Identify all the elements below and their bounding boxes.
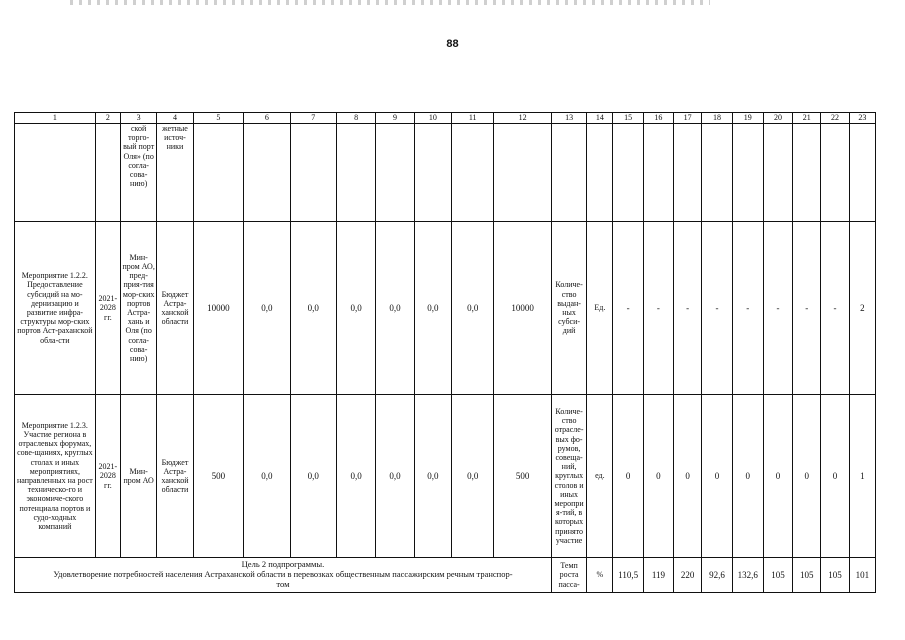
col-header-7: 7 (290, 113, 336, 124)
amount-cell: 0,0 (452, 222, 494, 395)
table-row-goal-2 (15, 558, 876, 593)
table-row-continuation (15, 124, 876, 222)
total-amount-cell: 500 (193, 395, 243, 558)
indicator-value-cell: - (613, 222, 643, 395)
indicator-value-cell: - (702, 222, 732, 395)
indicator-value-cell: 0 (793, 395, 821, 558)
indicator-value-cell: 0 (732, 395, 763, 558)
cell-empty (15, 124, 96, 222)
goal-text: Удовлетворение потребностей населения Астраханской области в перевозках общественным пассажирским речным транспор- (53, 568, 513, 579)
col-header-23: 23 (849, 113, 875, 124)
table-row-measure-1-2-3 (15, 395, 876, 558)
program-table-container (14, 112, 876, 593)
period-cell: 2021-2028 гг. (95, 222, 120, 395)
col-header-21: 21 (793, 113, 821, 124)
col-header-22: 22 (821, 113, 849, 124)
funding-source-cell: жетные источ-ники (157, 124, 193, 222)
indicator-value-cell: 92,6 (702, 558, 732, 593)
col-header-11: 11 (452, 113, 494, 124)
scan-artifact (70, 0, 710, 5)
amount-cell: 0,0 (290, 222, 336, 395)
indicator-value-cell: 0 (821, 395, 849, 558)
page-number: 88 (446, 38, 459, 50)
indicator-value-cell: - (821, 222, 849, 395)
indicator-cell: Количе-ство выдан-ных субси-дий (551, 222, 586, 395)
indicator-value-cell: - (674, 222, 702, 395)
table-row-measure-1-2-2 (15, 222, 876, 395)
col-header-5: 5 (193, 113, 243, 124)
amount-cell: 0,0 (244, 395, 290, 558)
cell-empty (95, 124, 120, 222)
col-header-17: 17 (674, 113, 702, 124)
col-header-19: 19 (732, 113, 763, 124)
executor-cell: ской торго-вый порт Оля» (по согла-сова-нию) (120, 124, 156, 222)
amount-cell: 0,0 (290, 395, 336, 558)
col-header-4: 4 (157, 113, 193, 124)
indicator-value-cell: 105 (763, 558, 792, 593)
indicator-value-cell: 132,6 (732, 558, 763, 593)
goal-cell (15, 558, 552, 593)
amount-cell: 0,0 (376, 222, 414, 395)
col-header-6: 6 (244, 113, 290, 124)
indicator-value-cell: - (793, 222, 821, 395)
amount-cell: 0,0 (244, 222, 290, 395)
col-header-20: 20 (763, 113, 792, 124)
unit-cell: Ед. (587, 222, 613, 395)
col-header-1: 1 (15, 113, 96, 124)
indicator-value-cell: 1 (849, 395, 875, 558)
indicator-value-cell: - (763, 222, 792, 395)
col-header-14: 14 (587, 113, 613, 124)
indicator-value-cell: 105 (793, 558, 821, 593)
col-header-15: 15 (613, 113, 643, 124)
col-header-9: 9 (376, 113, 414, 124)
indicator-value-cell: 0 (702, 395, 732, 558)
amount-cell: 10000 (494, 222, 552, 395)
column-number-row (15, 113, 876, 124)
total-amount-cell: 10000 (193, 222, 243, 395)
col-header-13: 13 (551, 113, 586, 124)
indicator-value-cell: 0 (674, 395, 702, 558)
program-table (14, 112, 876, 593)
amount-cell: 0,0 (452, 395, 494, 558)
amount-cell: 0,0 (336, 395, 375, 558)
indicator-value-cell: 220 (674, 558, 702, 593)
col-header-18: 18 (702, 113, 732, 124)
indicator-value-cell: - (732, 222, 763, 395)
measure-name-cell: Мероприятие 1.2.2. Предоставление субсидий на мо-дернизацию и развитие инфра-структуры мор-ских портов Аст-раханской обла-сти (15, 222, 96, 395)
executor-cell: Мин-пром АО, пред-прия-тия мор-ских портов Астра-хань и Оля (по согла-сова-нию) (120, 222, 156, 395)
col-header-2: 2 (95, 113, 120, 124)
indicator-value-cell: 2 (849, 222, 875, 395)
amount-cell: 500 (494, 395, 552, 558)
indicator-value-cell: 0 (763, 395, 792, 558)
period-cell: 2021-2028 гг. (95, 395, 120, 558)
indicator-cell: Количе-ство отрасле-вых фо-румов, совеща-ний, круглых столов и иных мероприя-тий, в которых принято участие (551, 395, 586, 558)
funding-source-cell: Бюджет Астра-ханской области (157, 395, 193, 558)
indicator-value-cell: 119 (643, 558, 673, 593)
col-header-12: 12 (494, 113, 552, 124)
goal-text-end: том (276, 578, 290, 589)
col-header-3: 3 (120, 113, 156, 124)
unit-cell: % (587, 558, 613, 593)
col-header-16: 16 (643, 113, 673, 124)
indicator-cell: Темп роста пасса- (551, 558, 586, 593)
goal-title: Цель 2 подпрограммы. (241, 559, 325, 569)
col-header-8: 8 (336, 113, 375, 124)
indicator-value-cell: 101 (849, 558, 875, 593)
measure-name-cell: Мероприятие 1.2.3. Участие региона в отраслевых форумах, сове-щаниях, круглых столах и иных мероприятиях, направленных на рост техническо-го и экономиче-ского потенциала портов и судо-ходных компаний (15, 395, 96, 558)
indicator-value-cell: 110,5 (613, 558, 643, 593)
funding-source-cell: Бюджет Астра-ханской области (157, 222, 193, 395)
unit-cell: ед. (587, 395, 613, 558)
amount-cell: 0,0 (414, 222, 451, 395)
indicator-value-cell: 0 (643, 395, 673, 558)
indicator-value-cell: 105 (821, 558, 849, 593)
col-header-10: 10 (414, 113, 451, 124)
amount-cell: 0,0 (376, 395, 414, 558)
amount-cell: 0,0 (414, 395, 451, 558)
executor-cell: Мин-пром АО (120, 395, 156, 558)
indicator-value-cell: - (643, 222, 673, 395)
indicator-value-cell: 0 (613, 395, 643, 558)
amount-cell: 0,0 (336, 222, 375, 395)
